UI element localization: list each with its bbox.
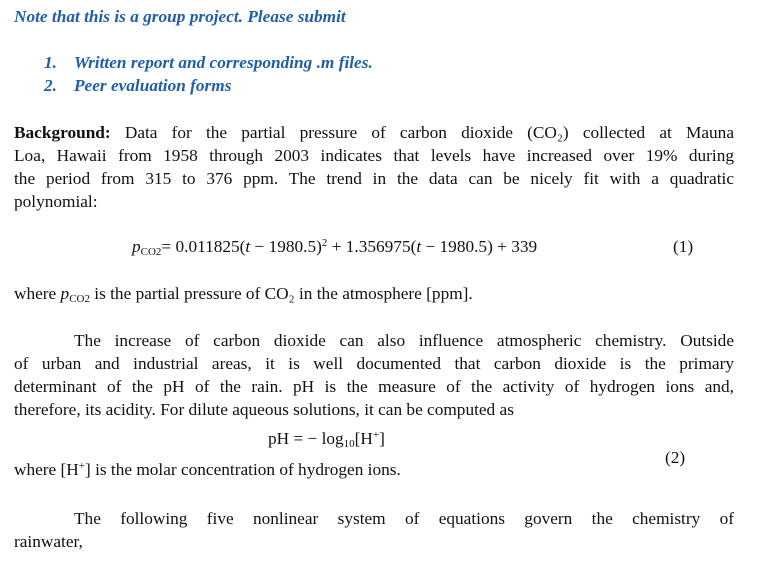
list-number: 2. [44, 76, 57, 95]
background-paragraph [14, 121, 734, 213]
equation-2: pH = − $\log_{10}[H^+]$ [268, 429, 385, 450]
equation-1: $p_{CO2}= 0.011825(t - 1980.5)^2 + 1.356975(t - 1980.5) + 339$ [132, 237, 538, 258]
paragraph-line: therefore, its acidity. For dilute aqueous solutions, it can be computed as [14, 400, 514, 419]
paragraph-line: Loa, Hawaii from 1958 through 2003 indicates that levels have increased over 19% during [14, 146, 734, 165]
paragraph-line: polynomial: [14, 192, 98, 211]
paragraph-line: Background: Data for the partial pressure of carbon dioxide (CO₂) collected at Mauna [14, 123, 734, 142]
list-text: Written report and corresponding .m files. [74, 53, 373, 72]
where-hydrogen-text: where [H+] is the molar concentration of hydrogen ions. [14, 460, 401, 479]
rainwater-paragraph [14, 507, 734, 553]
list-number: 1. [44, 53, 57, 72]
list-item [44, 53, 373, 73]
equation-1-number: (1) [673, 237, 694, 256]
paragraph-line: of urban and industrial areas, it is well documented that carbon dioxide is the primary [14, 354, 734, 373]
list-item [44, 76, 231, 96]
where-pco2-text: where $p_{CO2}$ is the partial pressure of CO₂ in the atmosphere [ppm]. [14, 284, 473, 305]
paragraph-line: The following five nonlinear system of equations govern the chemistry of [74, 509, 734, 528]
paragraph-line: rainwater, [14, 532, 83, 551]
paragraph-line: the period from 315 to 376 ppm. The trend in the data can be nicely fit with a quadratic [14, 169, 734, 188]
ph-paragraph [14, 329, 734, 421]
paragraph-line: The increase of carbon dioxide can also influence atmospheric chemistry. Outside [74, 331, 734, 350]
group-project-note: Note that this is a group project. Please submit [14, 7, 346, 26]
background-label: Background: [14, 123, 111, 142]
list-text: Peer evaluation forms [74, 76, 232, 95]
equation-2-number: (2) [665, 448, 686, 467]
paragraph-line: determinant of the pH of the rain. pH is the measure of the activity of hydrogen ions and, [14, 377, 734, 396]
